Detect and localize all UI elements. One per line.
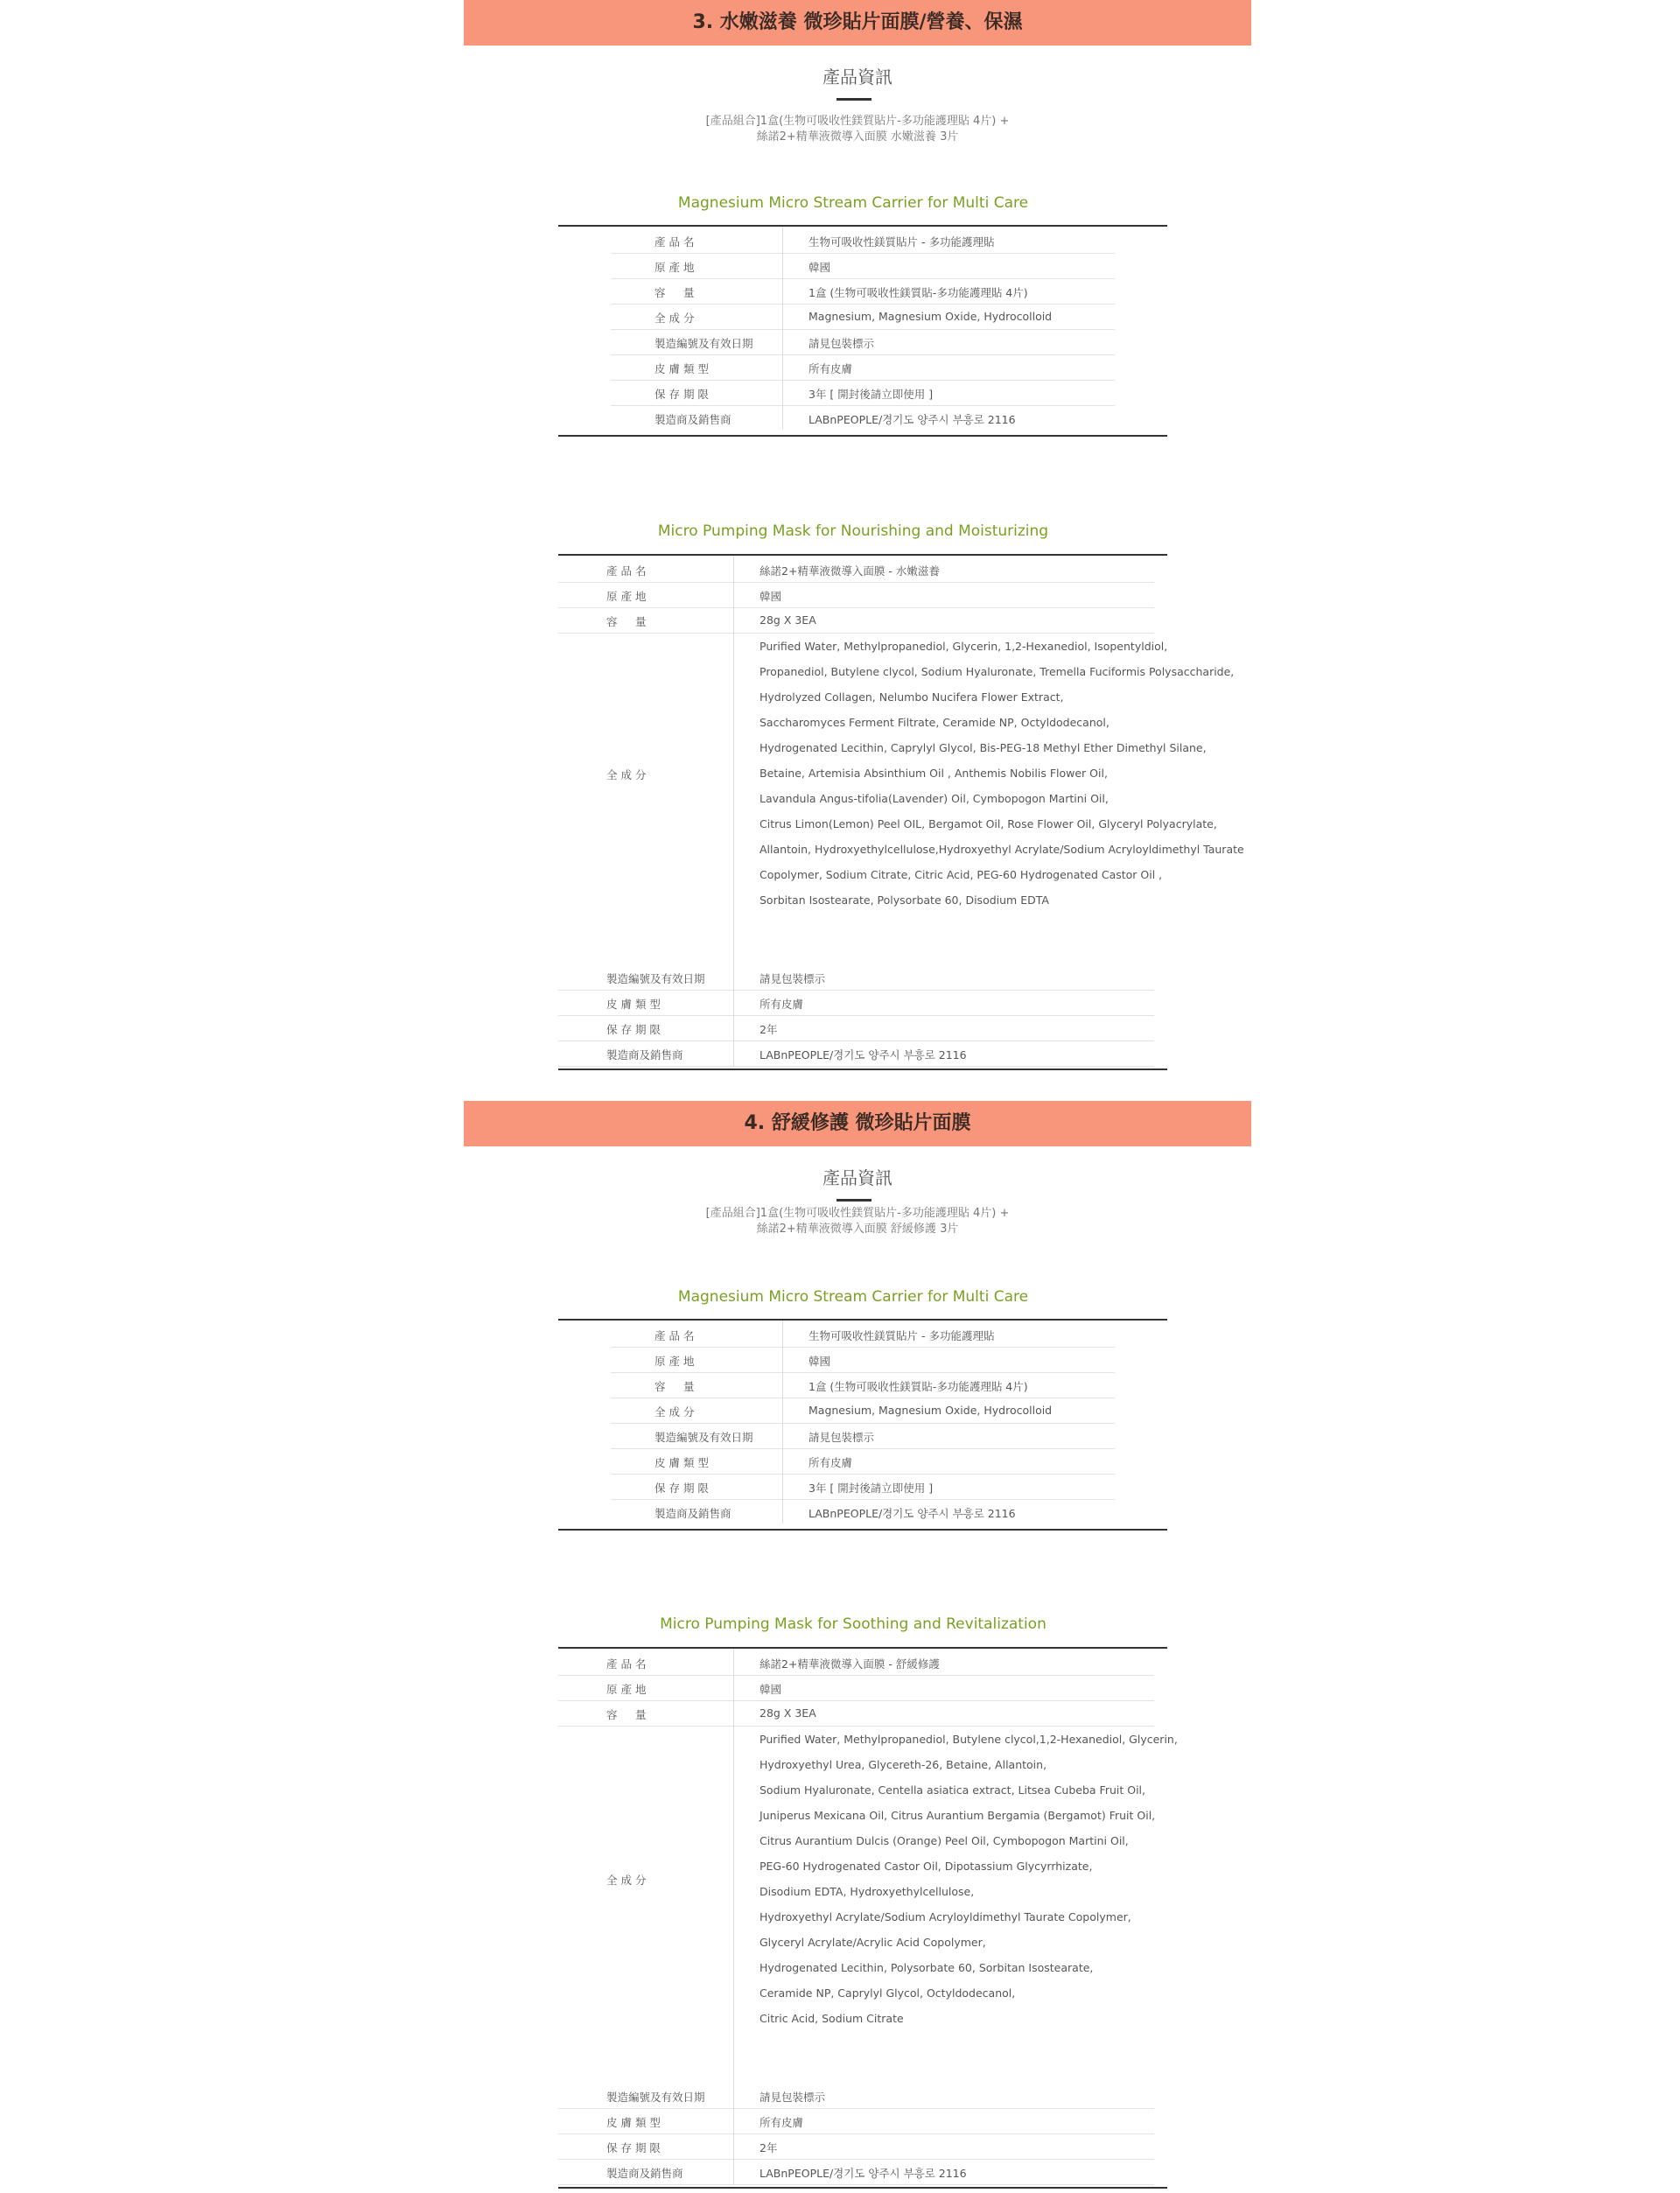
spec-value: Magnesium, Magnesium Oxide, Hydrocolloid xyxy=(808,1404,1053,1417)
spec-value: 3年 [ 開封後請立即使用 ] xyxy=(808,1482,934,1495)
spec-value: 生物可吸收性鎂質貼片 - 多功能護理貼 xyxy=(808,235,995,249)
spec-value: 所有皮膚 xyxy=(808,362,853,375)
spec-row xyxy=(558,608,1167,634)
product-info-title: 產品資訊 xyxy=(822,67,892,88)
spec-row xyxy=(558,1373,1167,1398)
spec-value: 所有皮膚 xyxy=(760,2116,804,2129)
combo-line: 絲諾2+精華液微導入面膜 舒緩修護 3片 xyxy=(756,1223,959,1236)
spec-value: 3年 [ 開封後請立即使用 ] xyxy=(808,388,934,401)
spec-row xyxy=(558,583,1167,608)
spec-row xyxy=(558,991,1167,1016)
spec-value: LABnPEOPLE/경기도 양주시 부흥로 2116 xyxy=(760,2167,967,2180)
spec-row xyxy=(558,2134,1167,2160)
row-divider xyxy=(558,633,733,634)
table-top-rule xyxy=(558,225,1167,227)
ingredients-label: 全 成 分 xyxy=(606,1874,647,1887)
spec-value: 韓國 xyxy=(808,261,831,274)
spec-label: 製造編號及有效日期 xyxy=(606,972,705,985)
spec-value: 1盒 (生物可吸收性鎂質貼-多功能護理貼 4片) xyxy=(808,1380,1028,1393)
spec-row xyxy=(558,2084,1167,2109)
ingredient-line: Citrus Limon(Lemon) Peel OIL, Bergamot Oil, Rose Flower Oil, Glyceryl Polyacrylate, xyxy=(760,817,1217,830)
spec-label: 製造商及銷售商 xyxy=(606,2167,683,2180)
spec-row xyxy=(558,1650,1167,1676)
spec-label: 製造商及銷售商 xyxy=(654,413,732,426)
combo-line: [產品組合]1盒(生物可吸收性鎂質貼片-多功能護理貼 4片) + xyxy=(705,1207,1010,1220)
mask-table-title: Micro Pumping Mask for Soothing and Revitalization xyxy=(660,1615,1046,1633)
ingredients-label: 全 成 分 xyxy=(606,767,647,781)
spec-value: 2年 xyxy=(760,2141,778,2154)
mask-spec-table xyxy=(558,554,1244,1070)
spec-row xyxy=(558,2160,1167,2185)
carrier-table-title: Magnesium Micro Stream Carrier for Multi Care xyxy=(677,1288,1029,1306)
ingredient-line: Purified Water, Methylpropanediol, Butylene clycol,1,2-Hexanediol, Glycerin, xyxy=(760,1733,1178,1746)
spec-label: 保 存 期 限 xyxy=(606,2141,661,2154)
ingredient-line: Juniperus Mexicana Oil, Citrus Aurantium Bergamia (Bergamot) Fruit Oil, xyxy=(760,1809,1156,1822)
ingredient-line: Hydrogenated Lecithin, Caprylyl Glycol, Bis-PEG-18 Methyl Ether Dimethyl Silane, xyxy=(760,741,1207,754)
row-divider xyxy=(558,1726,733,1727)
combo-line: [產品組合]1盒(生物可吸收性鎂質貼片-多功能護理貼 4片) + xyxy=(705,115,1010,128)
spec-row xyxy=(558,1348,1167,1373)
spec-value: 韓國 xyxy=(808,1355,831,1368)
spec-row xyxy=(558,1701,1167,1727)
spec-label: 原 產 地 xyxy=(606,590,647,603)
ingredient-line: Citric Acid, Sodium Citrate xyxy=(760,2012,904,2025)
spec-value: LABnPEOPLE/경기도 양주시 부흥로 2116 xyxy=(808,1507,1016,1520)
ingredient-line: Propanediol, Butylene clycol, Sodium Hyaluronate, Tremella Fuciformis Polysaccharide, xyxy=(760,665,1235,678)
ingredient-line: Saccharomyces Ferment Filtrate, Ceramide NP, Octyldodecanol, xyxy=(760,716,1110,729)
spec-label: 皮 膚 類 型 xyxy=(606,2116,661,2129)
table-top-rule xyxy=(558,1319,1167,1321)
spec-label: 保 存 期 限 xyxy=(654,1482,709,1495)
spec-row xyxy=(558,305,1167,330)
spec-row xyxy=(558,1500,1167,1525)
ingredient-line: Lavandula Angus-tifolia(Lavender) Oil, Cymbopogon Martini Oil, xyxy=(760,792,1109,805)
spec-row xyxy=(558,381,1167,406)
spec-label: 產 品 名 xyxy=(654,235,695,249)
title-underline xyxy=(836,98,872,101)
product-info-title: 產品資訊 xyxy=(822,1167,892,1188)
table-bottom-rule xyxy=(558,1529,1167,1531)
product-combo xyxy=(464,1206,1251,1237)
spec-label: 製造商及銷售商 xyxy=(654,1507,732,1520)
spec-value: 28g X 3EA xyxy=(760,1706,816,1720)
spec-row xyxy=(558,355,1167,381)
spec-label: 原 產 地 xyxy=(654,261,695,274)
spec-value: 28g X 3EA xyxy=(760,613,816,627)
section-banner: 3. 水嫩滋養 微珍貼片面膜/營養、保濕 xyxy=(464,0,1251,46)
carrier-table-title: Magnesium Micro Stream Carrier for Multi Care xyxy=(677,194,1029,212)
spec-value: 生物可吸收性鎂質貼片 - 多功能護理貼 xyxy=(808,1329,995,1342)
spec-label: 製造商及銷售商 xyxy=(606,1048,683,1061)
mask-spec-table xyxy=(558,1647,1178,2189)
spec-value: 請見包裝標示 xyxy=(808,1431,875,1444)
spec-value: 請見包裝標示 xyxy=(760,972,826,985)
ingredient-line: Purified Water, Methylpropanediol, Glycerin, 1,2-Hexanediol, Isopentyldiol, xyxy=(760,640,1168,653)
ingredient-line: Sodium Hyaluronate, Centella asiatica extract, Litsea Cubeba Fruit Oil, xyxy=(760,1783,1145,1797)
spec-label: 皮 膚 類 型 xyxy=(606,998,661,1011)
ingredient-line: Hydroxyethyl Urea, Glycereth-26, Betaine, Allantoin, xyxy=(760,1758,1047,1771)
spec-label: 保 存 期 限 xyxy=(606,1023,661,1036)
spec-value: 請見包裝標示 xyxy=(760,2091,826,2104)
row-divider xyxy=(558,2184,733,2185)
spec-value: 韓國 xyxy=(760,1683,782,1696)
spec-row xyxy=(558,254,1167,279)
spec-row xyxy=(558,1475,1167,1500)
ingredient-line: Ceramide NP, Caprylyl Glycol, Octyldodecanol, xyxy=(760,1986,1016,2000)
row-divider xyxy=(734,2184,1154,2185)
spec-label: 產 品 名 xyxy=(606,564,647,578)
spec-row xyxy=(558,557,1167,583)
spec-row xyxy=(558,1449,1167,1475)
table-top-rule xyxy=(558,1647,1167,1649)
spec-row xyxy=(558,1424,1167,1449)
ingredient-line: Hydroxyethyl Acrylate/Sodium Acryloyldimethyl Taurate Copolymer, xyxy=(760,1910,1131,1923)
spec-row xyxy=(558,279,1167,305)
spec-value: Magnesium, Magnesium Oxide, Hydrocolloid xyxy=(808,310,1053,323)
spec-row xyxy=(558,1322,1167,1348)
ingredient-line: Hydrolyzed Collagen, Nelumbo Nucifera Flower Extract, xyxy=(760,690,1064,704)
carrier-spec-table xyxy=(558,1319,1167,1531)
spec-row xyxy=(558,1041,1167,1067)
table-bottom-rule xyxy=(558,1068,1167,1070)
table-bottom-rule xyxy=(558,435,1167,437)
ingredient-line: Disodium EDTA, Hydroxyethylcellulose, xyxy=(760,1885,975,1898)
ingredient-line: PEG-60 Hydrogenated Castor Oil, Dipotassium Glycyrrhizate, xyxy=(760,1860,1093,1873)
table-top-rule xyxy=(558,554,1167,556)
ingredient-line: Allantoin, Hydroxyethylcellulose,Hydroxyethyl Acrylate/Sodium Acryloyldimethyl Taurate xyxy=(760,843,1244,856)
spec-label: 容 量 xyxy=(606,615,647,628)
spec-value: LABnPEOPLE/경기도 양주시 부흥로 2116 xyxy=(808,413,1016,426)
spec-row xyxy=(558,1676,1167,1701)
row-divider xyxy=(734,1066,1154,1067)
spec-value: 所有皮膚 xyxy=(808,1456,853,1469)
ingredient-line: Citrus Aurantium Dulcis (Orange) Peel Oil, Cymbopogon Martini Oil, xyxy=(760,1834,1129,1847)
mask-table-title: Micro Pumping Mask for Nourishing and Moisturizing xyxy=(657,522,1049,540)
spec-label: 製造編號及有效日期 xyxy=(606,2091,705,2104)
spec-value: LABnPEOPLE/경기도 양주시 부흥로 2116 xyxy=(760,1048,967,1061)
spec-label: 產 品 名 xyxy=(606,1657,647,1671)
product-combo xyxy=(464,114,1251,145)
spec-label: 容 量 xyxy=(654,1380,695,1393)
spec-value: 1盒 (生物可吸收性鎂質貼-多功能護理貼 4片) xyxy=(808,286,1028,299)
spec-value: 絲諾2+精華液微導入面膜 - 舒緩修護 xyxy=(760,1657,940,1671)
spec-label: 全 成 分 xyxy=(654,1405,695,1419)
carrier-spec-table xyxy=(558,225,1167,437)
spec-label: 容 量 xyxy=(654,286,695,299)
ingredient-line: Sorbitan Isostearate, Polysorbate 60, Disodium EDTA xyxy=(760,893,1049,907)
spec-label: 皮 膚 類 型 xyxy=(654,362,709,375)
spec-label: 容 量 xyxy=(606,1708,647,1721)
spec-label: 原 產 地 xyxy=(654,1355,695,1368)
spec-label: 皮 膚 類 型 xyxy=(654,1456,709,1469)
section-banner: 4. 舒緩修護 微珍貼片面膜 xyxy=(464,1101,1251,1146)
spec-row xyxy=(558,2109,1167,2134)
spec-label: 製造編號及有效日期 xyxy=(654,337,753,350)
spec-value: 絲諾2+精華液微導入面膜 - 水嫩滋養 xyxy=(760,564,940,578)
spec-label: 製造編號及有效日期 xyxy=(654,1431,753,1444)
spec-value: 請見包裝標示 xyxy=(808,337,875,350)
ingredient-line: Hydrogenated Lecithin, Polysorbate 60, Sorbitan Isostearate, xyxy=(760,1961,1094,1974)
spec-label: 全 成 分 xyxy=(654,312,695,325)
spec-row xyxy=(558,1398,1167,1424)
ingredient-line: Copolymer, Sodium Citrate, Citric Acid, PEG-60 Hydrogenated Castor Oil , xyxy=(760,868,1163,881)
spec-label: 保 存 期 限 xyxy=(654,388,709,401)
table-bottom-rule xyxy=(558,2187,1167,2189)
row-divider xyxy=(558,1066,733,1067)
spec-row xyxy=(558,1016,1167,1041)
spec-row xyxy=(558,228,1167,254)
spec-label: 原 產 地 xyxy=(606,1683,647,1696)
spec-value: 所有皮膚 xyxy=(760,998,804,1011)
spec-row xyxy=(558,406,1167,431)
ingredient-line: Betaine, Artemisia Absinthium Oil , Anthemis Nobilis Flower Oil, xyxy=(760,767,1108,780)
spec-value: 2年 xyxy=(760,1023,778,1036)
combo-line: 絲諾2+精華液微導入面膜 水嫩滋養 3片 xyxy=(756,130,959,144)
ingredient-line: Glyceryl Acrylate/Acrylic Acid Copolymer, xyxy=(760,1936,986,1949)
spec-row xyxy=(558,965,1167,991)
spec-value: 韓國 xyxy=(760,590,782,603)
spec-row xyxy=(558,330,1167,355)
title-underline xyxy=(836,1199,872,1202)
spec-label: 產 品 名 xyxy=(654,1329,695,1342)
